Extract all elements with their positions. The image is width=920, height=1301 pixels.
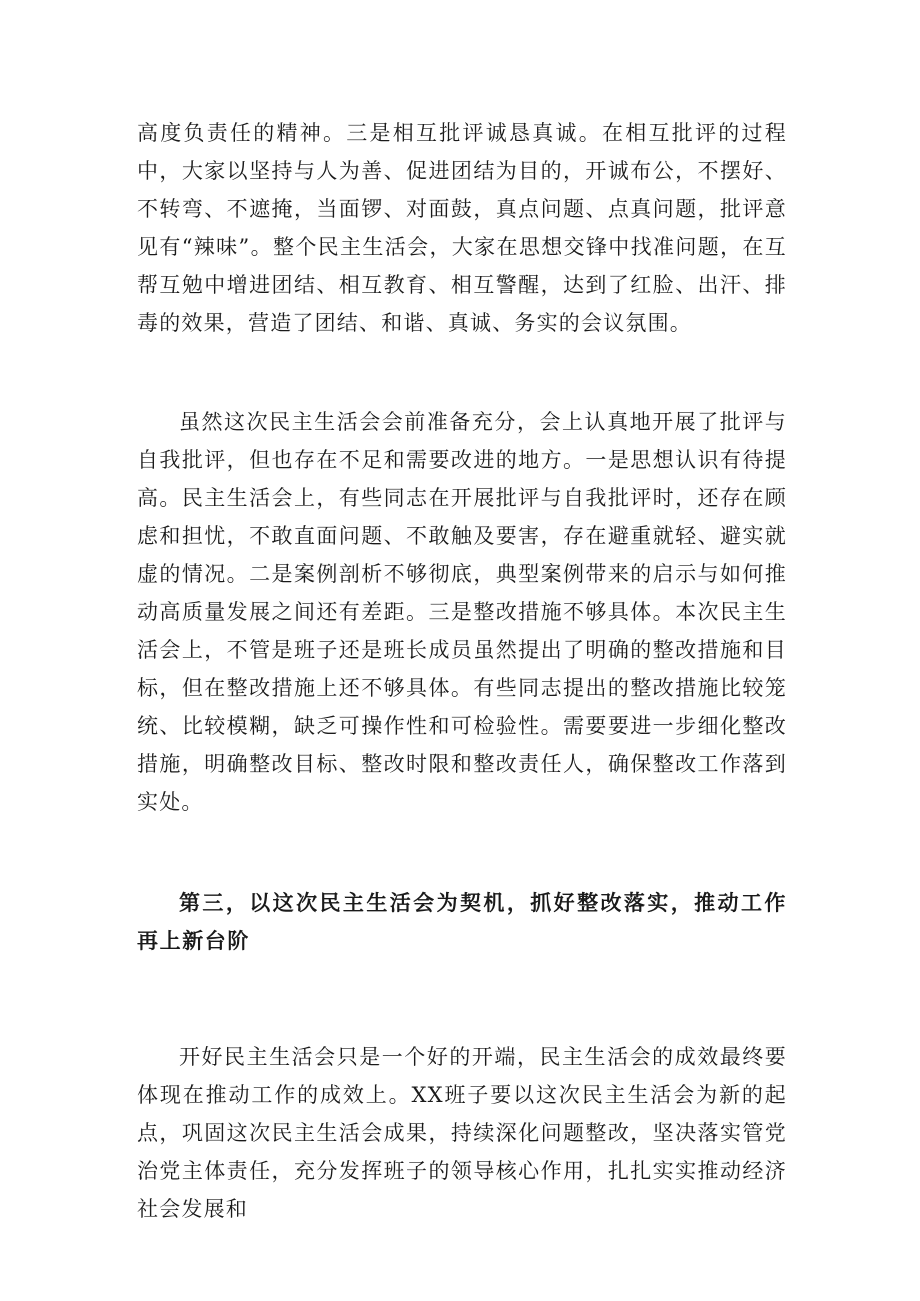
paragraph-continued: 高度负责任的精神。三是相互批评诚恳真诚。在相互批评的过程中，大家以坚持与人为善、促进团结为目的，开诚布公，不摆好、不转弯、不遮掩，当面锣、对面鼓，真点问题、点真问题，批评意见有“辣味”。整个民主生活会，大家在思想交锋中找准问题，在互帮互勉中增进团结、相互教育、相互警醒，达到了红脸、出汗、排毒的效果，营造了团结、和谐、真诚、务实的会议氛围。 [137,121,787,335]
section-heading-third: 第三，以这次民主生活会为契机，抓好整改落实，推动工作再上新台阶 [137,891,787,953]
paragraph-final: 开好民主生活会只是一个好的开端，民主生活会的成效最终要体现在推动工作的成效上。XX班子要以这次民主生活会为新的起点，巩固这次民主生活会成果，持续深化问题整改，坚决落实管党治党主体责任，充分发挥班子的领导核心作用，扎扎实实推动经济社会发展和 [137,1045,787,1221]
paragraph-shortcomings: 虽然这次民主生活会会前准备充分，会上认真地开展了批评与自我批评，但也存在不足和需要改进的地方。一是思想认识有待提高。民主生活会上，有些同志在开展批评与自我批评时，还存在顾虑和担忧，不敢直面问题、不敢触及要害，存在避重就轻、避实就虚的情况。二是案例剖析不够彻底，典型案例带来的启示与如何推动高质量发展之间还有差距。三是整改措施不够具体。本次民主生活会上，不管是班子还是班长成员虽然提出了明确的整改措施和目标，但在整改措施上还不够具体。有些同志提出的整改措施比较笼统、比较模糊，缺乏可操作性和可检验性。需要要进一步细化整改措施，明确整改目标、整改时限和整改责任人，确保整改工作落到实处。 [137,410,787,814]
